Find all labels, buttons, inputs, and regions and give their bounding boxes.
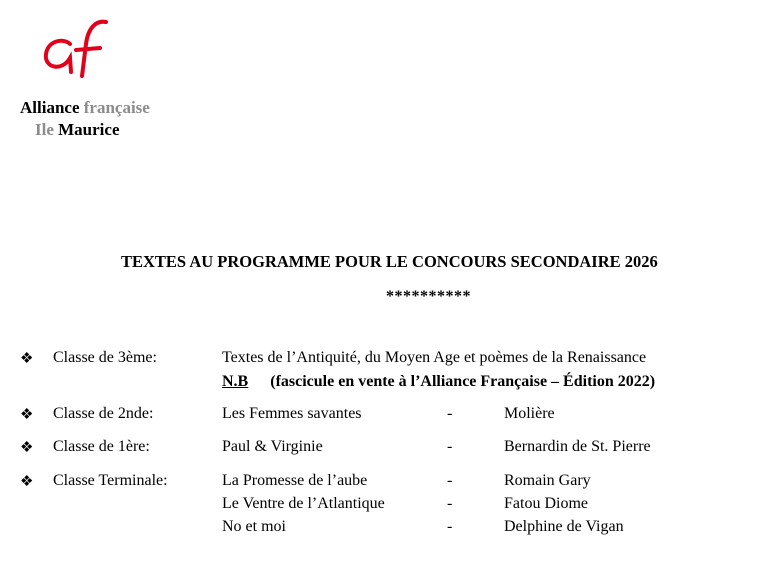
logo-ile-word: Ile [35, 120, 54, 139]
work-author: Molière [504, 405, 555, 422]
class-label: Classe de 3ème: [53, 349, 157, 366]
work-author: Fatou Diome [504, 495, 588, 512]
class-label: Classe Terminale: [53, 472, 168, 489]
work-author: Bernardin de St. Pierre [504, 438, 651, 455]
bullet-icon: ❖ [20, 440, 34, 456]
logo-alliance-word: Alliance [20, 98, 80, 117]
logo-maurice-word: Maurice [58, 120, 120, 139]
dash-separator: - [447, 472, 453, 489]
work-title: No et moi [222, 518, 286, 535]
dash-separator: - [447, 518, 453, 535]
class-label: Classe de 2nde: [53, 405, 154, 422]
dash-separator: - [447, 495, 453, 512]
work-title: Les Femmes savantes [222, 405, 362, 422]
alliance-francaise-logo-icon [40, 14, 112, 78]
stars-separator: ********** [386, 288, 471, 305]
logo-francaise-word: française [83, 98, 150, 117]
work-title: Textes de l’Antiquité, du Moyen Age et poèmes de la Renaissance [222, 349, 647, 366]
nb-text: (fascicule en vente à l’Alliance Française – Édition 2022) [270, 373, 656, 390]
nb-note [222, 373, 655, 391]
bullet-icon: ❖ [20, 407, 34, 423]
dash-separator: - [447, 438, 453, 455]
class-label: Classe de 1ère: [53, 438, 150, 455]
work-author: Romain Gary [504, 472, 591, 489]
work-author: Delphine de Vigan [504, 518, 624, 535]
bullet-icon: ❖ [20, 474, 34, 490]
work-title: Paul & Virginie [222, 438, 323, 455]
logo-text-line1 [20, 98, 150, 118]
bullet-icon: ❖ [20, 351, 34, 367]
work-title: La Promesse de l’aube [222, 472, 368, 489]
document-title: TEXTES AU PROGRAMME POUR LE CONCOURS SECONDAIRE 2026 [121, 252, 658, 271]
logo-text-line2 [35, 120, 120, 140]
dash-separator: - [447, 405, 453, 422]
nb-label: N.B [222, 373, 249, 390]
work-title: Le Ventre de l’Atlantique [222, 495, 385, 512]
